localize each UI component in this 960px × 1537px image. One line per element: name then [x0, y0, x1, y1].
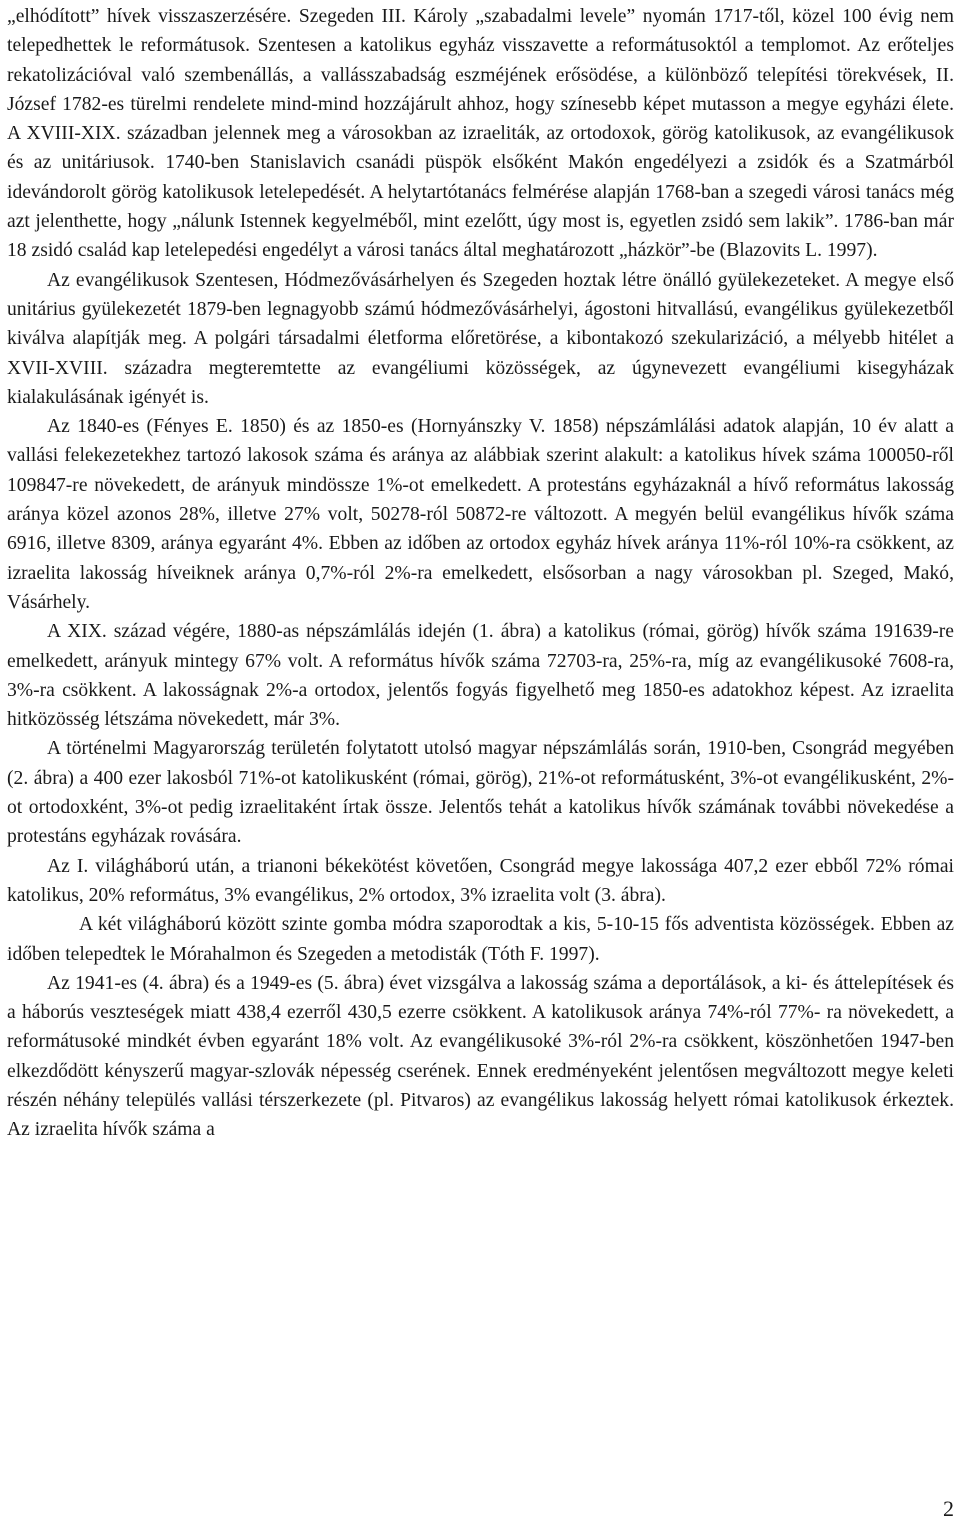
- paragraph-8: Az 1941-es (4. ábra) és a 1949-es (5. ábra) évet vizsgálva a lakosság száma a deportálások, a ki- és áttelepítések és a háborús veszteségek miatt 438,4 ezerről 430,5 ezerre csökkent. A katolikusok aránya 74%-ról 77%- ra növekedett, a reformátusoké mindkét évben egyaránt 18% volt. Az evangélikusoké 3%-ról 2%-ra csökkent, köszönhetően 1947-ben elkezdődött kényszerű magyar-szlovák népesség cserének. Ennek eredményeként jelentősen megváltozott megye keleti részén néhány település vallási térszerkezete (pl. Pitvaros) az evangélikus lakosság helyett római katolikusok érkeztek. Az izraelita hívők száma a: [7, 972, 954, 1141]
- paragraph-5: A történelmi Magyarország területén folytatott utolsó magyar népszámlálás során, 1910-ben, Csongrád megyében (2. ábra) a 400 ezer lakosból 71%-ot katolikusként (római, görög), 21%-ot reformátusként, 3%-ot evangélikusként, 2%-ot ortodoxként, 3%-ot pedig izraelitaként írtak össze. Jelentős tehát a katolikus hívők számának további növekedése a protestáns egyházak rovására.: [7, 738, 954, 848]
- paragraph-1: „elhódított” hívek visszaszerzésére. Szegeden III. Károly „szabadalmi levele” nyomán 1717-től, közel 100 évig nem telepedhettek le reformátusok. Szentesen a katolikus egyház visszavette a reformátusoktól a templomot. Az erőteljes rekatolizációval való szembenállás, a vallásszabadság eszméjének erősödése, a különböző telepítési törekvések, II. József 1782-es türelmi rendelete mind-mind hozzájárult ahhoz, hogy színesebb képet mutasson a megye egyházi élete. A XVIII-XIX. században jelennek meg a városokban az izraeliták, az ortodoxok, görög katolikusok, az evangélikusok és az unitáriusok. 1740-ben Stanislavich csanádi püspök elsőként Makón engedélyezi a zsidók és a Szatmárból idevándorolt görög katolikusok letelepedését. A helytartótanács felmérése alapján 1768-ban a szegedi városi tanács még azt jelenthette, hogy „nálunk Istennek kegyelméből, mint ezelőtt, úgy most is, egyetlen zsidó sem lakik”. 1786-ban már 18 zsidó család kap letelepedési engedélyt a városi tanács által meghatározott „házkör”-be (Blazovits L. 1997).: [7, 6, 954, 262]
- paragraph-7: A két világháború között szinte gomba módra szaporodtak a kis, 5-10-15 fős adventista közösségek. Ebben az időben telepedtek le Mórahalmon és Szegeden a metodisták (Tóth F. 1997).: [7, 914, 954, 965]
- document-page: [7, 2, 954, 1145]
- paragraph-6: Az I. világháború után, a trianoni békekötést követően, Csongrád megye lakossága 407,2 ezer ebből 72% római katolikus, 20% református, 3% evangélikus, 2% ortodox, 3% izraelita volt (3. ábra).: [7, 855, 954, 906]
- page-number: 2: [943, 1496, 954, 1521]
- paragraph-3: Az 1840-es (Fényes E. 1850) és az 1850-es (Hornyánszky V. 1858) népszámlálási adatok alapján, 10 év alatt a vallási felekezetekhez tartozó lakosok száma és aránya az alábbiak szerint alakult: a katolikus hívek száma 100050-ről 109847-re növekedett, de arányuk mindössze 1%-ot emelkedett. A protestáns egyházaknál a hívő református lakosság aránya közel azonos 28%, illetve 27% volt, 50278-ról 50872-re változott. A megyén belül evangélikus hívők száma 6916, illetve 8309, aránya egyaránt 4%. Ebben az időben az ortodox egyház hívek aránya 11%-ról 10%-ra csökkent, az izraelita lakosság híveiknek aránya 0,7%-ról 2%-ra emelkedett, elsősorban a nagy városokban pl. Szeged, Makó, Vásárhely.: [7, 416, 954, 613]
- paragraph-4: A XIX. század végére, 1880-as népszámlálás idején (1. ábra) a katolikus (római, görög) hívők száma 191639-re emelkedett, arányuk mintegy 67% volt. A református hívők száma 72703-ra, 25%-ra, míg az evangélikusoké 7608-ra, 3%-ra csökkent. A lakosságnak 2%-a ortodox, jelentős fogyás figyelhető meg 1850-es adatokhoz képest. Az izraelita hitközösség létszáma növekedett, már 3%.: [7, 621, 954, 731]
- paragraph-2: Az evangélikusok Szentesen, Hódmezővásárhelyen és Szegeden hoztak létre önálló gyülekezeteket. A megye első unitárius gyülekezetét 1879-ben legnagyobb számú hódmezővásárhelyi, ágostoni hitvallású, evangélikus gyülekezetből kiválva alapítják meg. A polgári társadalmi életforma előretörése, a kibontakozó szekularizáció, a mélyebb hitélet a XVII-XVIII. századra megteremtette az evangéliumi közösségek, az úgynevezett evangéliumi kisegyházak kialakulásának igényét is.: [7, 269, 954, 408]
